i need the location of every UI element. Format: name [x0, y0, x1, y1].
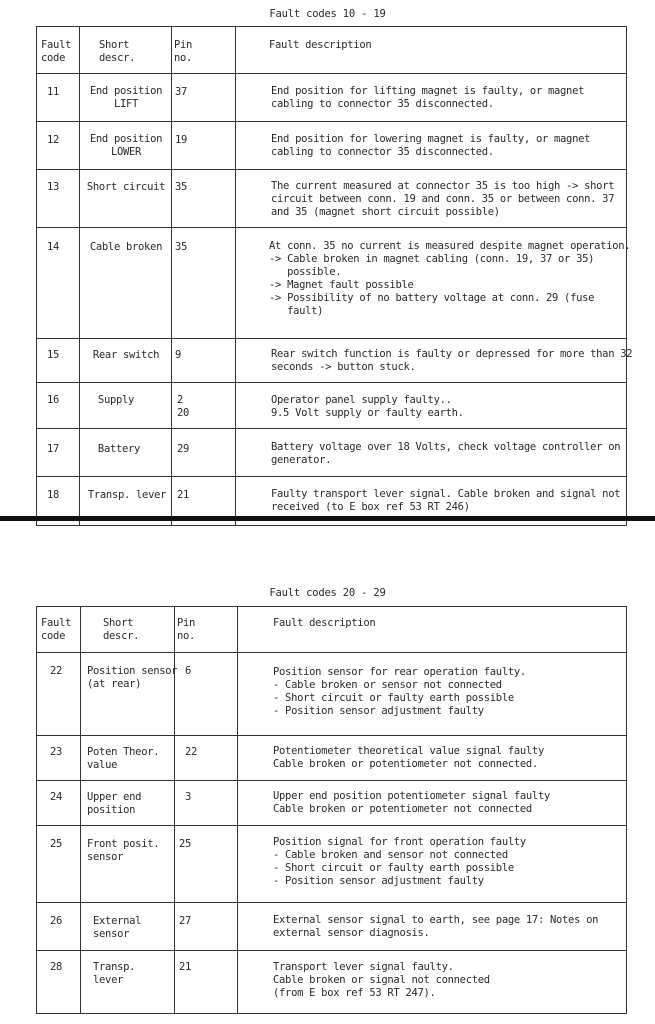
table-row: [37, 781, 626, 826]
table-row: [37, 903, 626, 951]
short-description: External sensor: [93, 915, 142, 940]
fault-description: Operator panel supply faulty.. 9.5 Volt supply or faulty earth.: [271, 394, 464, 419]
fault-code: 26: [50, 915, 63, 927]
fault-code: 11: [47, 86, 60, 98]
header-pin-no: Pin no.: [174, 39, 193, 64]
fault-code: 14: [47, 241, 60, 253]
short-description: Upper end position: [87, 791, 142, 816]
pin-number: 29: [177, 443, 190, 455]
pin-number: 2 20: [177, 394, 190, 419]
header-fault-code: Fault code: [41, 39, 72, 64]
fault-description: Position sensor for rear operation faulty. - Cable broken or sensor not connected - Short circuit or faulty earth possible - Position sensor adjustment faulty: [273, 666, 526, 717]
fault-table-20-29: [36, 606, 627, 1014]
fault-description: Transport lever signal faulty. Cable broken or signal not connected (from E box ref 53 RT 247).: [273, 961, 490, 999]
short-description: Front posit. sensor: [87, 838, 160, 863]
fault-description: Faulty transport lever signal. Cable broken and signal not received (to E box ref 53 RT 246): [271, 488, 621, 513]
fault-code: 17: [47, 443, 60, 455]
short-description: Rear switch: [92, 349, 160, 361]
header-fault-description: Fault description: [269, 39, 372, 51]
fault-description: The current measured at connector 35 is too high -> short circuit between conn. 19 and conn. 35 or between conn. 37 and 35 (magnet short circuit possible): [271, 180, 615, 218]
table-header-row: [37, 27, 626, 74]
header-short-descr: Short descr.: [103, 617, 140, 642]
table-row: [37, 170, 626, 228]
short-description: Poten Theor. value: [87, 746, 160, 771]
short-description: Supply: [97, 394, 135, 406]
pin-number: 25: [179, 838, 192, 850]
short-description: Battery: [97, 443, 141, 455]
short-description: Transp. lever: [87, 489, 167, 501]
short-description: End position LOWER: [89, 133, 163, 158]
fault-code: 28: [50, 961, 63, 973]
pin-number: 21: [177, 489, 190, 501]
pin-number: 19: [175, 134, 188, 146]
table-row: [37, 736, 626, 781]
fault-description: External sensor signal to earth, see page 17: Notes on external sensor diagnosis.: [273, 914, 599, 939]
pin-number: 27: [179, 915, 192, 927]
fault-description: End position for lifting magnet is faulty, or magnet cabling to connector 35 disconnected.: [271, 85, 585, 110]
table-row: [37, 339, 633, 383]
pin-number: 35: [175, 241, 188, 253]
pin-number: 6: [185, 665, 192, 677]
fault-table-10-19: [36, 26, 633, 526]
fault-code: 24: [50, 791, 63, 803]
fault-code: 16: [47, 394, 60, 406]
table-row: [37, 228, 631, 339]
fault-description: At conn. 35 no current is measured despite magnet operation. -> Cable broken in magnet cabling (conn. 19, 37 or 35) possible. -> Magnet fault possible -> Possibility of no battery voltage at conn. 29 (fuse fault): [269, 240, 631, 317]
short-description: Short circuit: [86, 181, 166, 193]
header-fault-code: Fault code: [41, 617, 72, 642]
table-row: [37, 826, 626, 903]
fault-code: 18: [47, 489, 60, 501]
fault-description: End position for lowering magnet is faulty, or magnet cabling to connector 35 disconnected.: [271, 133, 591, 158]
header-short-descr: Short descr.: [99, 39, 136, 64]
fault-description: Position signal for front operation faulty - Cable broken and sensor not connected - Short circuit or faulty earth possible - Position sensor adjustment faulty: [273, 836, 526, 887]
fault-code: 12: [47, 134, 60, 146]
fault-code: 22: [50, 665, 63, 677]
header-fault-description: Fault description: [273, 617, 376, 629]
pin-number: 9: [175, 349, 182, 361]
fault-code: 13: [47, 181, 60, 193]
fault-code: 15: [47, 349, 60, 361]
pin-number: 22: [185, 746, 198, 758]
table-row: [37, 951, 626, 1015]
table-row: [37, 383, 626, 429]
fault-code: 23: [50, 746, 63, 758]
fault-description: Potentiometer theoretical value signal faulty Cable broken or potentiometer not connected.: [273, 745, 544, 770]
short-description: Transp. lever: [93, 961, 136, 986]
table-row: [37, 122, 626, 170]
short-description: Position sensor (at rear): [87, 665, 178, 690]
pin-number: 37: [175, 86, 188, 98]
short-description: End position LIFT: [89, 85, 163, 110]
fault-description: Rear switch function is faulty or depressed for more than 32 seconds -> button stuck.: [271, 348, 633, 373]
section2-caption: Fault codes 20 - 29: [269, 587, 386, 599]
table-row: [37, 653, 626, 736]
table-header-row: [37, 607, 626, 653]
fault-description: Upper end position potentiometer signal faulty Cable broken or potentiometer not connected: [273, 790, 550, 815]
fault-description: Battery voltage over 18 Volts, check voltage controller on generator.: [271, 441, 621, 466]
pin-number: 21: [179, 961, 192, 973]
section1-caption: Fault codes 10 - 19: [269, 8, 386, 20]
header-pin-no: Pin no.: [177, 617, 196, 642]
pin-number: 35: [175, 181, 188, 193]
table-row: [37, 74, 626, 122]
page-divider: [0, 516, 655, 521]
short-description: Cable broken: [89, 241, 163, 253]
table-row: [37, 429, 626, 477]
pin-number: 3: [185, 791, 192, 803]
fault-code: 25: [50, 838, 63, 850]
